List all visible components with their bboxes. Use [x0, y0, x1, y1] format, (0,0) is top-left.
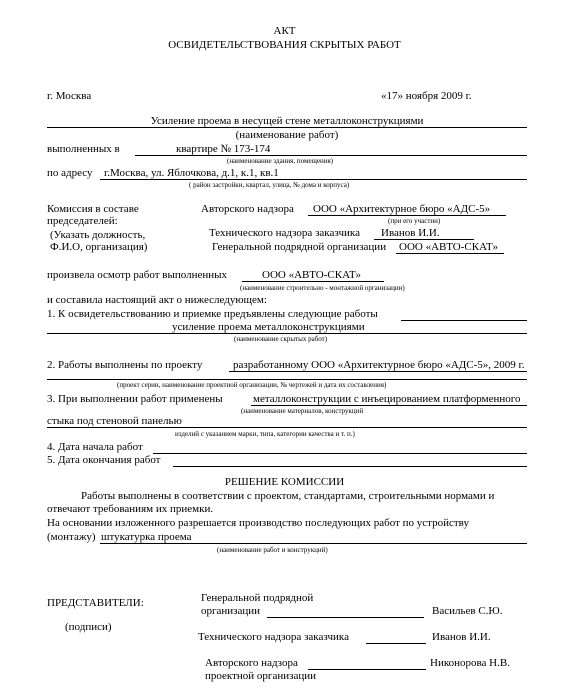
address-line: [100, 179, 527, 180]
work-name-caption: (наименование работ): [235, 129, 339, 141]
item2-label: 2. Работы выполнены по проекту: [47, 359, 203, 371]
item3-line-b: [47, 427, 527, 428]
item3-label: 3. При выполнении работ применены: [47, 393, 223, 405]
item3-value-2: стыка под стеновой панелью: [47, 415, 182, 427]
performed-value: квартире № 173-174: [176, 143, 271, 155]
decision-title: РЕШЕНИЕ КОМИССИИ: [224, 476, 345, 488]
work-name: Усиление проема в несущей стене металлоконструкциями: [150, 115, 424, 127]
inspection-value: ООО «АВТО-СКАТ»: [262, 269, 361, 281]
sig3-role-2: проектной организации: [205, 670, 316, 682]
sig2-signature-line: [366, 643, 426, 644]
decision-line-4-value: штукатурка проема: [101, 531, 192, 543]
item4-label: 4. Дата начала работ: [47, 441, 143, 453]
inspection-line: [242, 281, 384, 282]
signatures-caption: (подписи): [65, 621, 112, 633]
place-text: г. Москва: [47, 90, 92, 102]
performed-label: выполненных в: [47, 143, 120, 155]
work-name-line: [47, 127, 527, 128]
address-value: г.Москва, ул. Яблочкова, д.1, к.1, кв.1: [104, 167, 279, 179]
inspection-label: произвела осмотр работ выполненных: [47, 269, 228, 281]
act-subtitle: ОСВИДЕТЕЛЬСТВОВАНИЯ СКРЫТЫХ РАБОТ: [168, 39, 401, 51]
item1-caption: (наименование скрытых работ): [234, 335, 328, 343]
address-caption: ( район застройки, квартал, улица, № дома и корпуса): [189, 181, 350, 189]
commission-row1-role: Авторского надзора: [201, 203, 294, 215]
commission-row2-value: Иванов И.И.: [381, 227, 440, 239]
item5-line: [173, 466, 527, 467]
commission-label-3: (Указать должность,: [50, 229, 146, 241]
performed-caption: (наименование здания, помещения): [227, 157, 334, 165]
sig1-role-2: организации: [201, 605, 261, 617]
item3-value: металлоконструкции с инъецированием платформенного: [253, 393, 521, 405]
sig2-role: Технического надзора заказчика: [198, 631, 349, 643]
item1-line-b: [47, 333, 527, 334]
sig3-name: Никонорова Н.В.: [430, 657, 510, 669]
commission-label-1: Комиссия в составе: [47, 203, 139, 215]
decision-line: [100, 543, 527, 544]
representatives-heading: ПРЕДСТАВИТЕЛИ:: [47, 597, 144, 609]
decision-caption: (наименование работ и конструкций): [217, 546, 328, 554]
item2-line: [229, 371, 527, 372]
sig3-signature-line: [308, 669, 426, 670]
decision-line-3: На основании изложенного разрешается производство последующих работ по устройству: [47, 517, 469, 529]
commission-row1-line: [308, 215, 506, 216]
item2-line-b: [47, 379, 527, 380]
sig1-name: Васильев С.Ю.: [432, 605, 503, 617]
address-label: по адресу: [47, 167, 93, 179]
sig2-name: Иванов И.И.: [432, 631, 491, 643]
commission-row2-line: [374, 239, 474, 240]
commission-label-4: Ф.И.О, организация): [50, 241, 148, 253]
date-text: «17» ноября 2009 г.: [381, 90, 472, 102]
commission-row1-value: ООО «Архитектурное бюро «АДС-5»: [313, 203, 491, 215]
commission-row1-caption: (при его участии): [388, 217, 441, 225]
commission-label-2: председателей:: [47, 215, 118, 227]
sig3-role-1: Авторского надзора: [205, 657, 298, 669]
item1-value: усиление проема металлоконструкциями: [172, 321, 365, 333]
item2-value: разработанному ООО «Архитектурное бюро «АДС-5», 2009 г.: [233, 359, 525, 371]
item3-caption: (наименование материалов, конструкций: [241, 407, 364, 415]
inspection-continuation: и составила настоящий акт о нижеследующем:: [47, 294, 267, 306]
item4-line: [153, 453, 527, 454]
inspection-caption: (наименование строительно - монтажной организации): [240, 284, 405, 292]
item3-caption-2: изделий с указанием марки, типа, категории качества и т. п.): [175, 430, 355, 438]
item1-label: 1. К освидетельствованию и приемке предъявлены следующие работы: [47, 308, 378, 320]
commission-row2-role: Технического надзора заказчика: [209, 227, 360, 239]
commission-row3-role: Генеральной подрядной организации: [212, 241, 387, 253]
item3-line: [251, 405, 527, 406]
item1-line-a: [401, 320, 527, 321]
item5-label: 5. Дата окончания работ: [47, 454, 161, 466]
decision-line-2: отвечают требованиям их приемки.: [47, 503, 214, 515]
act-title: АКТ: [273, 25, 296, 37]
commission-row3-value: ООО «АВТО-СКАТ»: [399, 241, 498, 253]
item2-caption: (проект серии, наименование проектной организации, № чертежей и дата их составления): [117, 381, 387, 389]
decision-line-1: Работы выполнены в соответствии с проектом, стандартами, строительными нормами и: [81, 490, 495, 502]
performed-line: [135, 155, 527, 156]
commission-row3-line: [396, 253, 504, 254]
sig1-signature-line: [267, 617, 424, 618]
sig1-role-1: Генеральной подрядной: [201, 592, 314, 604]
decision-line-4-label: (монтажу): [47, 531, 96, 543]
